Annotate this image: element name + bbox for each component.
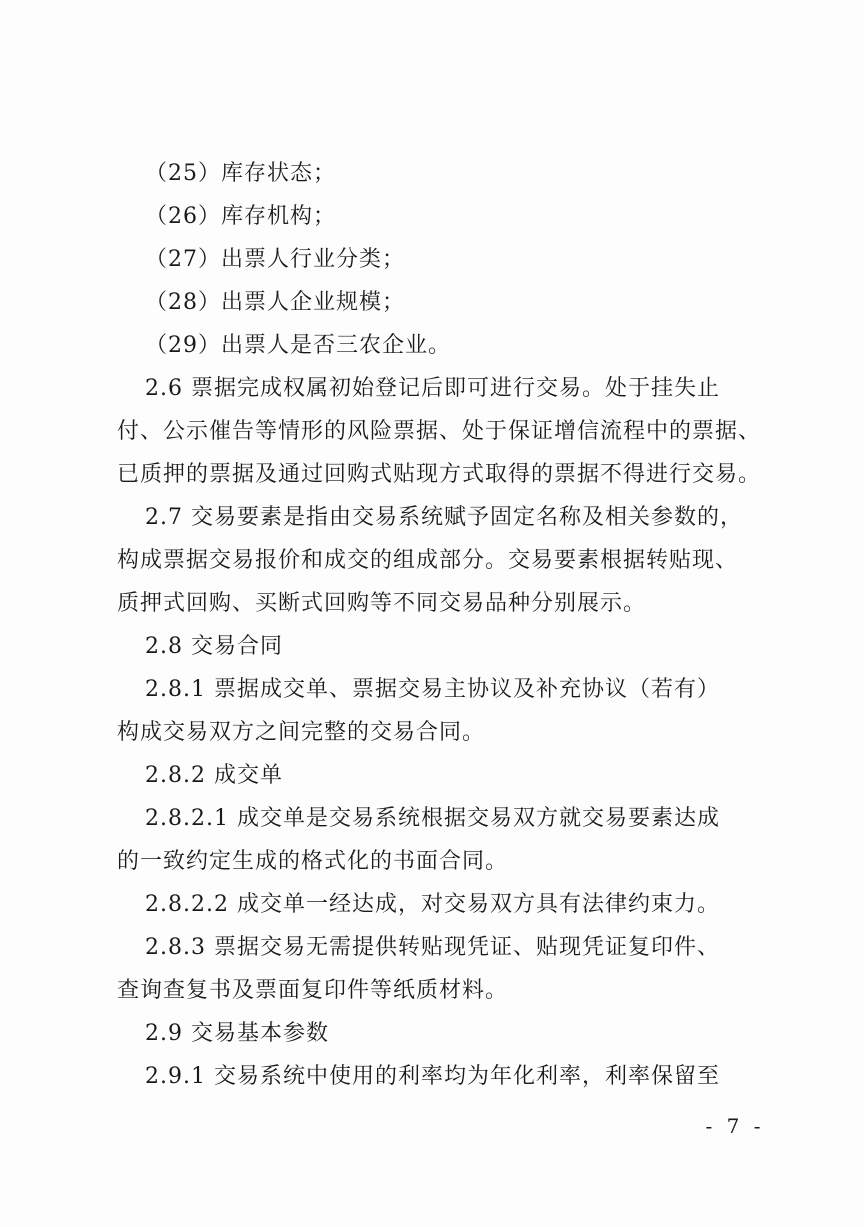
clause-2-6-line-1: 2.6 票据完成权属初始登记后即可进行交易。处于挂失止 — [145, 376, 720, 401]
clause-2-8-2-1-line-1: 2.8.2.1 成交单是交易系统根据交易双方就交易要素达成 — [145, 806, 720, 831]
clause-2-7-line-2: 构成票据交易报价和成交的组成部分。交易要素根据转贴现、 — [117, 548, 739, 573]
list-item-25: （25）库存状态； — [145, 161, 336, 186]
clause-2-8-1-line-2: 构成交易双方之间完整的交易合同。 — [117, 720, 486, 745]
list-item-28: （28）出票人企业规模； — [145, 290, 405, 315]
list-item-26: （26）库存机构； — [145, 204, 336, 229]
clause-2-7-line-1: 2.7 交易要素是指由交易系统赋予固定名称及相关参数的， — [145, 505, 743, 530]
clause-2-8-2-2: 2.8.2.2 成交单一经达成，对交易双方具有法律约束力。 — [145, 892, 720, 917]
clause-2-8-3-line-2: 查询查复书及票面复印件等纸质材料。 — [117, 978, 509, 1003]
page-number: - 7 - — [705, 1114, 765, 1138]
section-heading-2-8-2: 2.8.2 成交单 — [145, 763, 283, 788]
document-body — [117, 152, 777, 1098]
clause-2-9-1-line-1: 2.9.1 交易系统中使用的利率均为年化利率，利率保留至 — [145, 1064, 720, 1089]
clause-2-7-line-3: 质押式回购、买断式回购等不同交易品种分别展示。 — [117, 591, 647, 616]
clause-2-8-2-1-line-2: 的一致约定生成的格式化的书面合同。 — [117, 849, 509, 874]
clause-2-6-line-2: 付、公示催告等情形的风险票据、处于保证增信流程中的票据、 — [117, 419, 762, 444]
clause-2-8-1-line-1: 2.8.1 票据成交单、票据交易主协议及补充协议（若有） — [145, 677, 720, 702]
clause-2-8-3-line-1: 2.8.3 票据交易无需提供转贴现凭证、贴现凭证复印件、 — [145, 935, 720, 960]
list-item-29: （29）出票人是否三农企业。 — [145, 333, 451, 358]
clause-2-6-line-3: 已质押的票据及通过回购式贴现方式取得的票据不得进行交易。 — [117, 462, 762, 487]
section-heading-2-9: 2.9 交易基本参数 — [145, 1021, 329, 1046]
list-item-27: （27）出票人行业分类； — [145, 247, 405, 272]
section-heading-2-8: 2.8 交易合同 — [145, 634, 283, 659]
